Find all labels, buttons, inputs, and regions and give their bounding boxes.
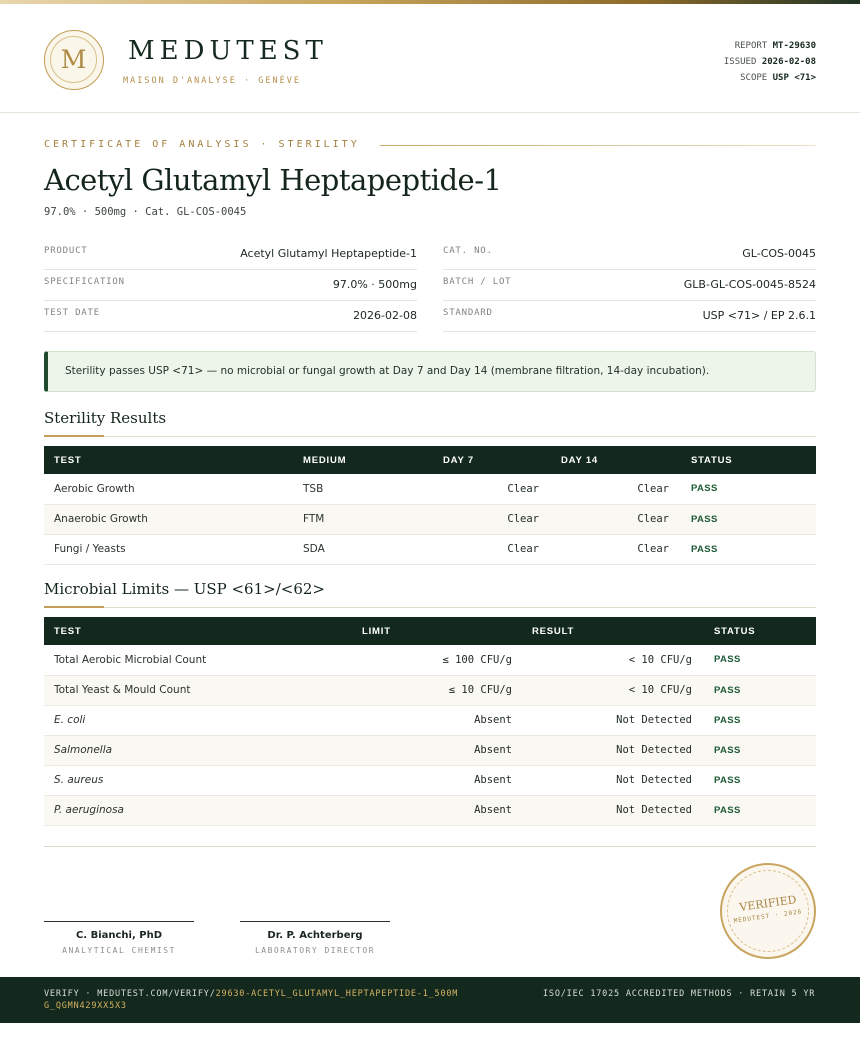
report-meta [724, 38, 816, 86]
section-accent [44, 606, 104, 608]
status-badge: PASS [714, 714, 741, 726]
callout-text: Sterility passes USP <71> — no microbial or fungal growth at Day 7 and Day 14 (membrane filtration, 14-day incubation). [65, 365, 710, 377]
table-row: S. aureus Absent Not Detected PASS [44, 765, 816, 795]
page-title: Acetyl Glutamyl Heptapeptide-1 [44, 163, 502, 197]
microbial-section-title: Microbial Limits — USP <61>/<62> [44, 580, 325, 598]
report-number-line: REPORT MT-29630 [734, 41, 816, 51]
table-row: P. aeruginosa Absent Not Detected PASS [44, 795, 816, 825]
info-row: SPECIFICATION 97.0% · 500mg [44, 270, 417, 301]
info-panel-left [44, 239, 417, 332]
status-badge: PASS [691, 543, 718, 555]
signatory-name: Dr. P. Achterberg [267, 930, 363, 941]
brand-logo [44, 30, 104, 90]
section-accent [44, 435, 104, 437]
report-header [0, 4, 860, 113]
col-header-medium: MEDIUM [303, 454, 347, 466]
signatory-role: ANALYTICAL CHEMIST [62, 946, 176, 955]
col-header-status: STATUS [691, 454, 733, 466]
report-number: MT-29630 [772, 41, 816, 51]
verified-seal [720, 863, 816, 959]
col-header-test: TEST [54, 454, 82, 466]
logo-monogram: M [60, 45, 87, 74]
table-row: Fungi / Yeasts SDA Clear Clear PASS [44, 534, 816, 564]
seal-subtitle: MEDUTEST · 2026 [733, 908, 803, 925]
status-badge: PASS [691, 513, 718, 525]
footer-bar [0, 977, 860, 1023]
verify-code: 29630-ACETYL_GLUTAMYL_HEPTAPEPTIDE-1_500MG_QGMN429XX5X3 [44, 989, 459, 1011]
seal-title: VERIFIED [738, 893, 798, 914]
scope-value: USP <71> [772, 73, 816, 83]
status-badge: PASS [714, 774, 741, 786]
table-row: Aerobic Growth TSB Clear Clear PASS [44, 474, 816, 504]
col-header-test: TEST [54, 625, 82, 637]
col-header-status: STATUS [714, 625, 756, 637]
table-row: Total Aerobic Microbial Count ≤ 100 CFU/g < 10 CFU/g PASS [44, 645, 816, 675]
table-row: Total Yeast & Mould Count ≤ 10 CFU/g < 10 CFU/g PASS [44, 675, 816, 705]
status-badge: PASS [691, 483, 718, 495]
info-row: STANDARD USP <71> / EP 2.6.1 [443, 301, 816, 332]
kicker-divider [380, 145, 816, 146]
info-row: TEST DATE 2026-02-08 [44, 301, 417, 332]
status-badge: PASS [714, 744, 741, 756]
issued-date: 2026-02-08 [761, 57, 816, 67]
sterility-section-title: Sterility Results [44, 409, 167, 427]
status-badge: PASS [714, 804, 741, 816]
col-header-day7: DAY 7 [443, 454, 474, 466]
status-badge: PASS [714, 684, 741, 696]
accreditation-note: ISO/IEC 17025 ACCREDITED METHODS · RETAIN 5 YR [543, 989, 816, 999]
info-row: PRODUCT Acetyl Glutamyl Heptapeptide-1 [44, 239, 417, 270]
verify-link[interactable]: VERIFY · MEDUTEST.COM/VERIFY/29630-ACETYL_GLUTAMYL_HEPTAPEPTIDE-1_500MG_QGMN429XX5X3 [44, 989, 459, 1011]
microbial-limits-table [44, 617, 816, 826]
table-row: Anaerobic Growth FTM Clear Clear PASS [44, 504, 816, 534]
table-header-row [44, 446, 816, 474]
col-header-result: RESULT [532, 625, 575, 637]
section-divider [44, 436, 816, 437]
document-kicker: CERTIFICATE OF ANALYSIS · STERILITY [44, 139, 360, 150]
sterility-summary-callout [44, 351, 816, 392]
signature-block-chemist [44, 921, 194, 955]
status-badge: PASS [714, 654, 741, 666]
info-row: CAT. NO. GL-COS-0045 [443, 239, 816, 270]
table-row: E. coli Absent Not Detected PASS [44, 705, 816, 735]
signatory-role: LABORATORY DIRECTOR [254, 946, 375, 955]
issued-line: ISSUED 2026-02-08 [723, 57, 816, 67]
col-header-limit: LIMIT [362, 625, 391, 637]
signatory-name: C. Bianchi, PhD [75, 930, 163, 941]
brand-tagline: MAISON D'ANALYSE · GENÈVE [123, 76, 301, 86]
info-row: BATCH / LOT GLB-GL-COS-0045-8524 [443, 270, 816, 301]
scope-line: SCOPE USP <71> [740, 73, 816, 83]
page-subtitle: 97.0% · 500mg · Cat. GL-COS-0045 [44, 206, 247, 218]
brand-name: MEDUTEST [128, 36, 328, 66]
col-header-day14: DAY 14 [561, 454, 599, 466]
signature-divider [44, 846, 816, 847]
table-row: Salmonella Absent Not Detected PASS [44, 735, 816, 765]
sterility-results-table [44, 446, 816, 565]
section-divider [44, 607, 816, 608]
info-panel-right [443, 239, 816, 332]
table-header-row [44, 617, 816, 645]
signature-block-director [240, 921, 390, 955]
